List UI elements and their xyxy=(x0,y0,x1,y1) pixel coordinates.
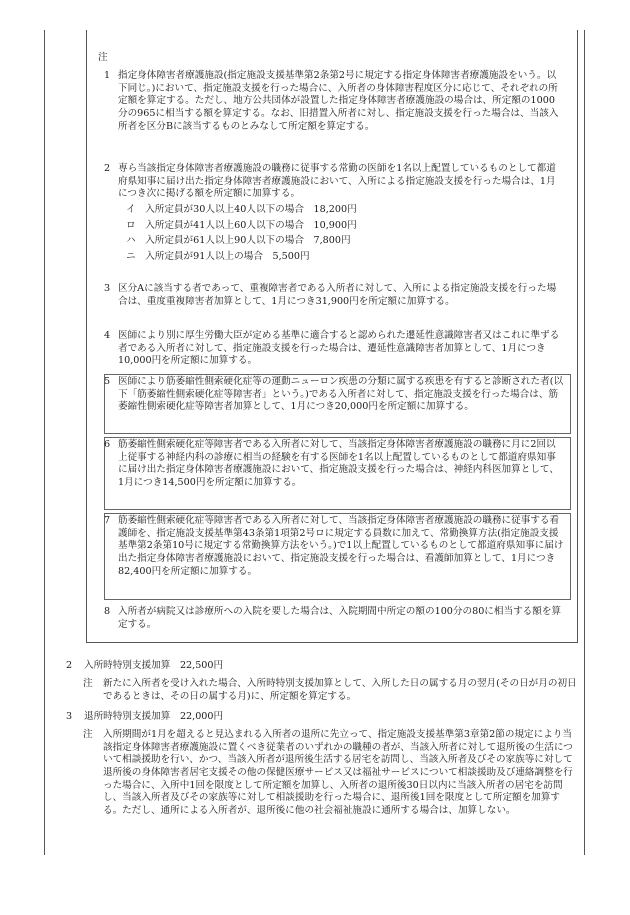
section-heading-2 xyxy=(66,660,223,673)
note-text: 医師により筋萎縮性側索硬化症等の運動ニューロン疾患の分類に属する疾患を有すると診断された者(以下「筋萎縮性側索硬化症等障害者」という。)である入所者に対して、指定施設支援を行った場合は、筋萎縮性側索硬化症等障害者加算として、1月につき20,000円を所定額に加算する。 xyxy=(118,376,564,413)
note-text: 筋萎縮性側索硬化症等障害者である入所者に対して、当該指定身体障害者療護施設の職務に従事する看護師を、指定施設支援基準第43条第1項第2号ロに規定する員数に加えて、常勤換算方法(指定施設支援基準第2条第10号に規定する常勤換算方法をいう。)で1以上配置しているものとして都道府県知事に届け出た指定身体障害者療護施設において、指定施設支援を行った場合は、看護師加算として、1月につき82,400円を所定額に加算する。 xyxy=(118,515,564,577)
sub-text: 入所定員が41人以上60人以下の場合 xyxy=(145,219,304,231)
page-right-rule xyxy=(584,30,585,855)
sub-mark: イ xyxy=(126,203,136,215)
sub-amount: 5,500円 xyxy=(272,250,310,262)
note-number: 6 xyxy=(104,439,111,450)
section-number: 2 xyxy=(66,660,73,671)
section-amount: 22,500円 xyxy=(179,660,224,671)
sub-item xyxy=(126,204,564,217)
note-number: 4 xyxy=(104,330,111,341)
note-text: 区分Aに該当する者であって、重複障害者である入所者に対して、入所による指定施設支援を行った場合は、重度重複障害者加算として、1月につき31,900円を所定額に加算する。 xyxy=(118,283,557,307)
note-item-8 xyxy=(104,606,564,631)
note-number: 8 xyxy=(104,606,111,617)
note-item-2 xyxy=(104,163,564,267)
note-item-7 xyxy=(104,515,564,578)
section-note-label: 注 xyxy=(83,678,93,689)
section-title: 退所時特別支援加算 xyxy=(84,711,171,722)
note-text: 医師により別に厚生労働大臣が定める基準に適合すると認められた遷延性意識障害者又はこれに準ずる者である入所者に対して、指定施設支援を行った場合は、遷延性意識障害者加算として、1月につき10,000円を所定額に加算する。 xyxy=(118,330,560,367)
section-note-2 xyxy=(83,678,578,703)
section-title: 入所時特別支援加算 xyxy=(84,660,171,671)
sub-text: 入所定員が30人以上40人以下の場合 xyxy=(145,203,304,215)
sub-mark: ハ xyxy=(126,235,136,247)
sub-amount: 18,200円 xyxy=(313,203,357,215)
sub-item xyxy=(126,220,564,233)
note-text: 筋萎縮性側索硬化症等障害者である入所者に対して、当該指定身体障害者療護施設の職務に月に2回以上従事する神経内科の診療に相当の経験を有する医師を1名以上配置しているものとして都道府県知事に届け出た指定身体障害者療護施設において、指定施設支援を行った場合は、神経内科医加算として、1月につき14,500円を所定額に加算する。 xyxy=(118,439,559,488)
section-amount: 22,000円 xyxy=(179,711,224,722)
section-heading-3 xyxy=(66,711,223,724)
page-left-rule xyxy=(44,30,45,855)
note-text: 専ら当該指定身体障害者療護施設の職務に従事する常勤の医師を1名以上配置しているものとして都道府県知事に届け出た指定身体障害者療護施設において、入所による指定施設支援を行った場合は、1月につき次に掲げる額を所定額に加算する。 xyxy=(118,163,556,200)
sub-text: 入所定員が61人以上90人以下の場合 xyxy=(145,235,304,247)
section-note-text: 新たに入所者を受け入れた場合、入所時特別支援加算として、入所した日の属する月の翌月(その日が月の初日であるときは、その日の属する月)に、所定額を算定する。 xyxy=(103,678,577,702)
note-item-4 xyxy=(104,330,564,368)
sub-mark: ロ xyxy=(126,219,136,231)
note-label: 注 xyxy=(98,52,108,63)
note-text: 指定身体障害者療護施設(指定施設支援基準第2条第2号に規定する指定身体障害者療護施設をいう。以下同じ。)において、指定施設支援を行った場合に、入所者の身体障害程度区分に応じて、それぞれの所定額を算定する。ただし、地方公共団体が設置した指定身体障害者療護施設の場合は、所定額の1000分の965に相当する額を算定する。なお、旧措置入所者に対し、指定施設支援を行った場合は、当該入所者を区分Bに該当するものとみなして所定額を算定する。 xyxy=(118,70,559,132)
sub-amount: 7,800円 xyxy=(313,235,351,247)
section-note-text: 入所期間が1月を超えると見込まれる入所者の退所に先立って、指定施設支援基準第3章第2節の規定により当該指定身体障害者療護施設に置くべき従業者のいずれかの職種の者が、当該入所者に対して退所後の生活について相談援助を行い、かつ、当該入所者が退所後生活する居宅を訪問し、当該入所者及びその家族等に対して退所後の身体障害者居宅支援その他の保健医療サービス又は福祉サービスについて相談援助及び連絡調整を行った場合に、入所中1回を限度として所定額を加算し、入所者の退所後30日以内に当該入所者の居宅を訪問し、当該入所者及びその家族等に対して相談援助を行った場合に、退所後1回を限度として所定額を加算する。ただし、通所による入所者が、退所後に他の社会福祉施設に通所する場合は、加算しない。 xyxy=(103,729,573,816)
note-number: 5 xyxy=(104,376,111,387)
sub-mark: ニ xyxy=(126,250,136,262)
note-item-3 xyxy=(104,283,564,308)
note-sublist xyxy=(118,204,564,264)
note-text: 入所者が病院又は診療所への入院を要した場合は、入院期間中所定の額の100分の80に相当する額を算定する。 xyxy=(118,606,562,630)
sub-text: 入所定員が91人以上の場合 xyxy=(145,250,263,262)
note-number: 2 xyxy=(104,163,111,174)
section-note-3 xyxy=(83,729,578,818)
sub-item xyxy=(126,251,564,264)
note-item-5 xyxy=(104,376,564,414)
note-item-1 xyxy=(104,70,564,133)
section-number: 3 xyxy=(66,711,73,722)
note-number: 7 xyxy=(104,515,111,526)
note-item-6 xyxy=(104,439,564,490)
section-note-label: 注 xyxy=(83,729,93,740)
note-number: 3 xyxy=(104,283,111,294)
sub-item xyxy=(126,235,564,248)
sub-amount: 10,900円 xyxy=(313,219,357,231)
note-number: 1 xyxy=(104,70,111,81)
